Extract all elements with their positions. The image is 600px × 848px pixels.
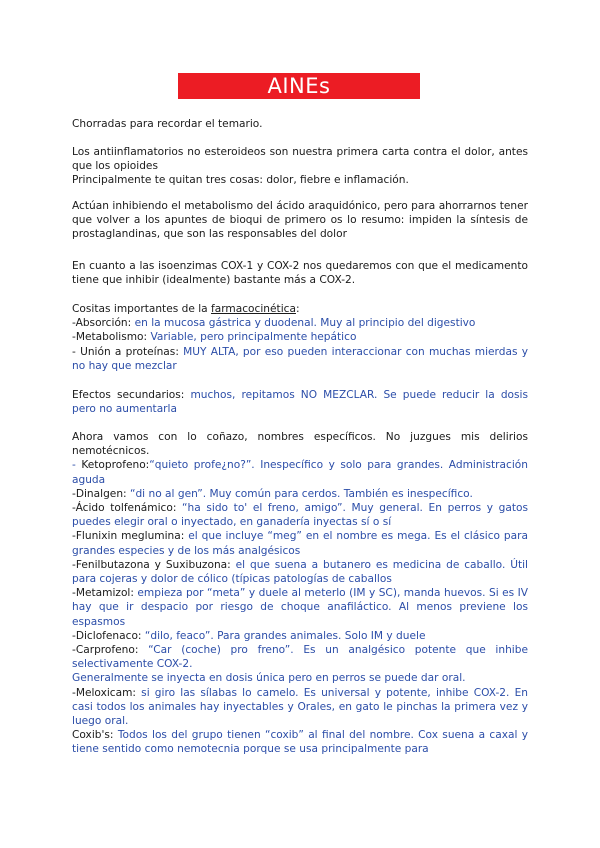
drug-meloxicam [72, 686, 528, 729]
pk-met-key: -Metabolismo: [72, 331, 151, 344]
ketoprofeno-value: “quieto profe¿no?”. Inespecífico y solo para grandes. Administración aguda [72, 459, 528, 486]
names-intro-text: Ahora vamos con lo coñazo, nombres específicos. No juzgues mis delirios nemotécnicos. [72, 431, 528, 458]
fenil-key: -Fenilbutazona y Suxibuzona: [72, 558, 236, 571]
melox-value: si giro las sílabas lo camelo. Es universal y potente, inhibe COX-2. En casi todos los animales hay inyectables y Orales, en gato le pinchas la primera vez y luego oral. [72, 686, 528, 728]
aines-definition [72, 145, 528, 188]
drug-diclofenaco [72, 629, 528, 643]
carpro-key: -Carprofeno: [72, 644, 149, 657]
metamizol-value: empieza por “meta” y duele al meterlo (IM y SC), manda huevos. Si es IV hay que ir despacio por riesgo de choque anafiláctico. Al menos previene los espasmos [72, 587, 529, 628]
pk-link: farmacocinética [211, 303, 296, 315]
ketoprofeno-key: Ketoprofeno: [81, 459, 150, 472]
melox-key: -Meloxicam: [72, 686, 142, 699]
drug-carprofeno [72, 643, 528, 671]
side-effects [72, 388, 528, 416]
tolfenamico-value: “ha sido to' el freno, amigo”. Muy general. En perros y gatos puedes elegir oral o inyectado, en ganadería inyectas sí o sí [72, 502, 528, 529]
pk-absorcion [72, 316, 528, 330]
drug-list [72, 430, 528, 757]
drug-flunixin [72, 529, 528, 557]
pk-colon: : [295, 303, 300, 315]
dinalgen-value: “di no al gen”. Muy común para cerdos. También es inespecífico. [129, 487, 473, 500]
intro-text: Chorradas para recordar el temario. [72, 118, 263, 130]
pk-union [72, 345, 528, 373]
page-title: AINEs [267, 74, 331, 98]
flunixin-key: -Flunixin meglumina: [72, 530, 189, 543]
pk-abs-key: -Absorción: [72, 317, 135, 330]
carpro-value: “Car (coche) pro freno”. Es un analgésico potente que inhibe selectivamente COX-2. [72, 644, 528, 671]
coxib-value: Todos los del grupo tienen “coxib” al final del nombre. Cox suena a caxal y tiene sentido como nemotecnia porque se usa principalmente para [72, 729, 528, 756]
diclo-key: -Diclofenaco: [72, 629, 145, 642]
drug-metamizol [72, 586, 528, 629]
pk-met-value: Variable, pero principalmente hepático [150, 331, 357, 344]
pk-abs-value: en la mucosa gástrica y duodenal. Muy al principio del digestivo [134, 317, 476, 330]
dinalgen-key: -Dinalgen: [72, 487, 130, 500]
mechanism-text: Actúan inhibiendo el metabolismo del ácido araquidónico, pero para ahorrarnos tener que volver a los apuntes de bioqui de primero os lo resumo: impiden la síntesis de prostaglandinas, que son las responsables del dolor [72, 200, 528, 241]
cox-paragraph [72, 259, 528, 287]
metamizol-key: -Metamizol: [72, 587, 138, 600]
tolfenamico-key: -Ácido tolfenámico: [72, 502, 183, 515]
diclo-value: “dilo, feaco”. Para grandes animales. Solo IM y duele [144, 629, 426, 642]
pk-uni-value: MUY ALTA, por eso pueden interaccionar con muchas mierdas y no hay que mezclar [72, 345, 528, 372]
bullet-dash: - [72, 459, 82, 472]
drug-fenilbutazona [72, 558, 528, 586]
pk-intro: Cositas importantes de la [72, 303, 212, 315]
names-intro [72, 430, 528, 458]
drug-coxibs [72, 728, 528, 756]
se-key: Efectos secundarios: [72, 389, 191, 401]
title-banner [178, 73, 420, 99]
se-value: muchos, repitamos NO MEZCLAR. Se puede reducir la dosis pero no aumentarla [72, 389, 529, 416]
pharmacokinetics-section [72, 302, 528, 373]
drug-tolfenamico [72, 501, 528, 529]
definition-text: Los antiinflamatorios no esteroideos son nuestra primera carta contra el dolor, antes que los opioides [72, 146, 528, 173]
drug-ketoprofeno [72, 458, 528, 486]
pk-heading [72, 302, 528, 316]
effects-text: Principalmente te quitan tres cosas: dolor, fiebre e inflamación. [72, 174, 409, 187]
pk-uni-key: - Unión a proteínas: [72, 345, 184, 358]
fenil-value: el que suena a butanero es medicina de caballo. Útil para cojeras y dolor de cólico (típicas patologías de caballos [72, 558, 528, 586]
drug-dinalgen [72, 487, 528, 501]
cox-text: En cuanto a las isoenzimas COX-1 y COX-2 nos quedaremos con que el medicamento tiene que inhibir (idealmente) bastante más a COX-2. [72, 260, 528, 287]
carprofeno-note: Generalmente se inyecta en dosis única pero en perros se puede dar oral. [72, 672, 466, 685]
mechanism-paragraph [72, 199, 528, 242]
coxib-key: Coxib's: [72, 729, 118, 742]
pk-metabolismo [72, 330, 528, 344]
intro-paragraph [72, 117, 528, 131]
flunixin-value: el que incluye “meg” en el nombre es mega. Es el clásico para grandes especies y de los más analgésicos [72, 530, 528, 557]
